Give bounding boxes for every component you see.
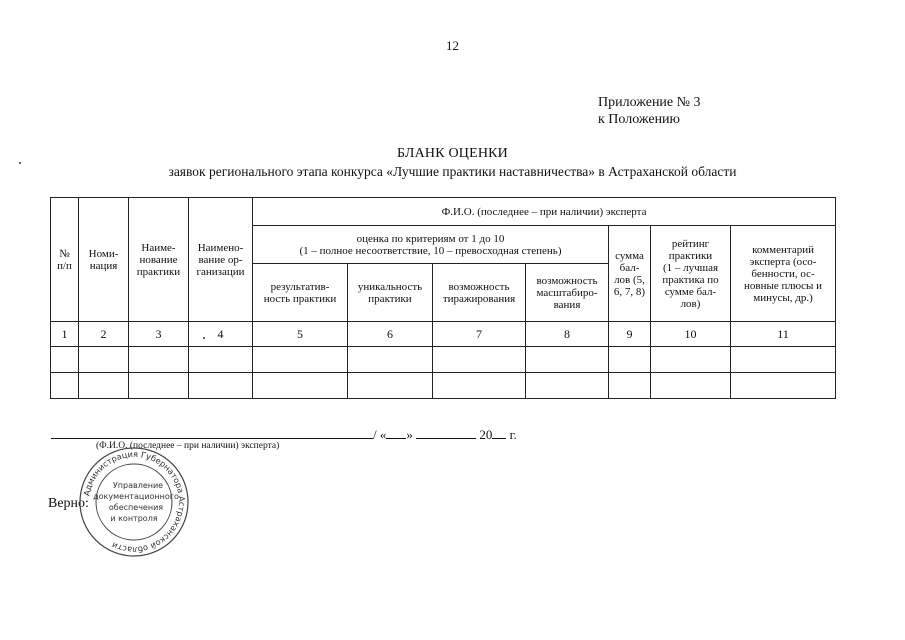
- header-crit-result-line-2: ность практики: [263, 292, 337, 305]
- page-number: 12: [446, 38, 459, 53]
- signature-separator: / «: [373, 427, 387, 442]
- stamp-inner-line-3: обеспечения: [108, 503, 164, 512]
- verno-label: Верно:: [48, 496, 89, 511]
- header-rating-line-1: рейтинг: [671, 237, 710, 250]
- empty-cell[interactable]: [651, 373, 731, 399]
- header-sum-line-4: 6, 7, 8): [613, 285, 646, 298]
- empty-cell[interactable]: [129, 347, 189, 373]
- header-nomination: [79, 198, 129, 322]
- empty-cell[interactable]: [79, 373, 129, 399]
- header-criteria-line-1: оценка по критериям от 1 до 10: [356, 232, 505, 245]
- empty-cell[interactable]: [253, 347, 348, 373]
- header-rating-line-3: (1 – лучшая: [662, 261, 719, 274]
- header-criteria: [253, 226, 609, 264]
- header-sum-line-1: сумма: [615, 249, 644, 262]
- signature-close-quote: »: [406, 427, 413, 442]
- column-number: 6: [348, 322, 433, 347]
- stamp-inner-line-1: Управление: [112, 481, 164, 490]
- header-crit-replicate-line-1: возможность: [448, 280, 510, 293]
- column-number: 4: [189, 322, 253, 347]
- header-comment-line-5: минусы, др.): [753, 291, 813, 304]
- empty-cell[interactable]: [189, 373, 253, 399]
- month-blank[interactable]: [416, 426, 476, 439]
- empty-cell[interactable]: [526, 373, 609, 399]
- header-rating: [651, 226, 731, 322]
- header-practice-name: [129, 198, 189, 322]
- header-sum-line-3: лов (5,: [614, 273, 645, 286]
- column-number: 9: [609, 322, 651, 347]
- column-number: 8: [526, 322, 609, 347]
- empty-cell[interactable]: [731, 373, 836, 399]
- column-number: 3: [129, 322, 189, 347]
- header-num: [51, 198, 79, 322]
- column-number: 11: [731, 322, 836, 347]
- header-comment-line-1: комментарий: [752, 243, 814, 256]
- day-blank[interactable]: [386, 426, 406, 439]
- header-crit-scale-line-1: возможность: [536, 274, 598, 287]
- header-comment-line-2: эксперта (осо-: [749, 255, 817, 268]
- column-number: 7: [433, 322, 526, 347]
- header-practice-line-1: Наиме-: [141, 241, 176, 254]
- scan-dot: [19, 162, 21, 164]
- empty-row: [51, 347, 836, 373]
- empty-cell[interactable]: [609, 347, 651, 373]
- header-org-line-3: ганизации: [196, 265, 245, 278]
- header-criteria-line-2: (1 – полное несоответствие, 10 – превосходная степень): [299, 244, 562, 257]
- header-practice-line-2: нование: [139, 253, 178, 266]
- stamp-inner-ring: [96, 464, 172, 540]
- appendix-note: [598, 94, 701, 128]
- header-crit-result-line-1: результатив-: [270, 280, 330, 293]
- header-rating-line-4: практика по: [662, 273, 719, 286]
- header-rating-line-2: практики: [668, 249, 713, 262]
- signature-blank[interactable]: [51, 426, 373, 439]
- signature-caption: (Ф.И.О. (последнее – при наличии) эксперта): [96, 441, 280, 451]
- signature-year: 20: [479, 427, 493, 442]
- header-sum: [609, 226, 651, 322]
- header-nomination-line-2: нация: [89, 259, 118, 272]
- header-rating-line-6: лов): [680, 297, 701, 310]
- header-num-line-1: №: [59, 247, 70, 260]
- header-org-line-1: Наимено-: [197, 241, 244, 254]
- empty-cell[interactable]: [348, 347, 433, 373]
- header-comment-line-4: новные плюсы и: [744, 279, 823, 292]
- empty-cell[interactable]: [189, 347, 253, 373]
- header-sum-line-2: бал-: [619, 261, 640, 274]
- stamp-inner-line-4: и контроля: [110, 514, 158, 523]
- header-num-line-2: п/п: [57, 259, 72, 272]
- header-crit-scale-line-2: масштабиро-: [536, 286, 598, 299]
- empty-cell[interactable]: [129, 373, 189, 399]
- empty-row: [51, 373, 836, 399]
- empty-cell[interactable]: [433, 347, 526, 373]
- empty-cell[interactable]: [51, 373, 79, 399]
- empty-cell[interactable]: [609, 373, 651, 399]
- column-number-row: [51, 322, 836, 347]
- header-crit-unique-line-2: практики: [368, 292, 412, 305]
- stamp-graphic: [78, 446, 190, 558]
- header-practice-line-3: практики: [136, 265, 181, 278]
- stamp-ring-text: [81, 449, 187, 555]
- empty-cell[interactable]: [433, 373, 526, 399]
- empty-cell[interactable]: [651, 347, 731, 373]
- signature-year-suffix: г.: [509, 427, 517, 442]
- header-org-line-2: вание ор-: [198, 253, 243, 266]
- empty-cell[interactable]: [526, 347, 609, 373]
- empty-cell[interactable]: [79, 347, 129, 373]
- header-crit-scale: [526, 264, 609, 322]
- form-title: БЛАНК ОЦЕНКИ: [397, 146, 508, 161]
- header-comment-line-3: бенности, ос-: [751, 267, 815, 280]
- empty-cell[interactable]: [348, 373, 433, 399]
- empty-cell[interactable]: [731, 347, 836, 373]
- header-comment: [731, 226, 836, 322]
- header-crit-result: [253, 264, 348, 322]
- empty-cell[interactable]: [253, 373, 348, 399]
- year-blank[interactable]: [492, 426, 506, 439]
- header-crit-replicate-line-2: тиражирования: [442, 292, 516, 305]
- empty-cell[interactable]: [51, 347, 79, 373]
- column-number: 2: [79, 322, 129, 347]
- header-crit-replicate: [433, 264, 526, 322]
- column-number: 10: [651, 322, 731, 347]
- column-number: 1: [51, 322, 79, 347]
- official-stamp: [78, 446, 190, 558]
- scan-dot: [203, 337, 205, 339]
- header-crit-unique-line-1: уникальность: [357, 280, 423, 293]
- header-expert: Ф.И.О. (последнее – при наличии) эксперта: [253, 198, 836, 226]
- form-subtitle: заявок регионального этапа конкурса «Лучшие практики наставничества» в Астраханской области: [168, 164, 737, 179]
- column-number: 5: [253, 322, 348, 347]
- stamp-inner-line-2: документационного: [93, 492, 179, 501]
- appendix-line-2: к Положению: [598, 112, 681, 127]
- header-rating-line-5: сумме бал-: [664, 285, 717, 298]
- header-crit-unique: [348, 264, 433, 322]
- header-crit-scale-line-3: вания: [553, 298, 581, 311]
- appendix-line-1: Приложение № 3: [598, 95, 701, 110]
- evaluation-table: [50, 197, 836, 399]
- header-organization: [189, 198, 253, 322]
- stamp-ring-textpath: Администрация Губернатора Астраханской области: [81, 448, 188, 556]
- header-nomination-line-1: Номи-: [88, 247, 119, 260]
